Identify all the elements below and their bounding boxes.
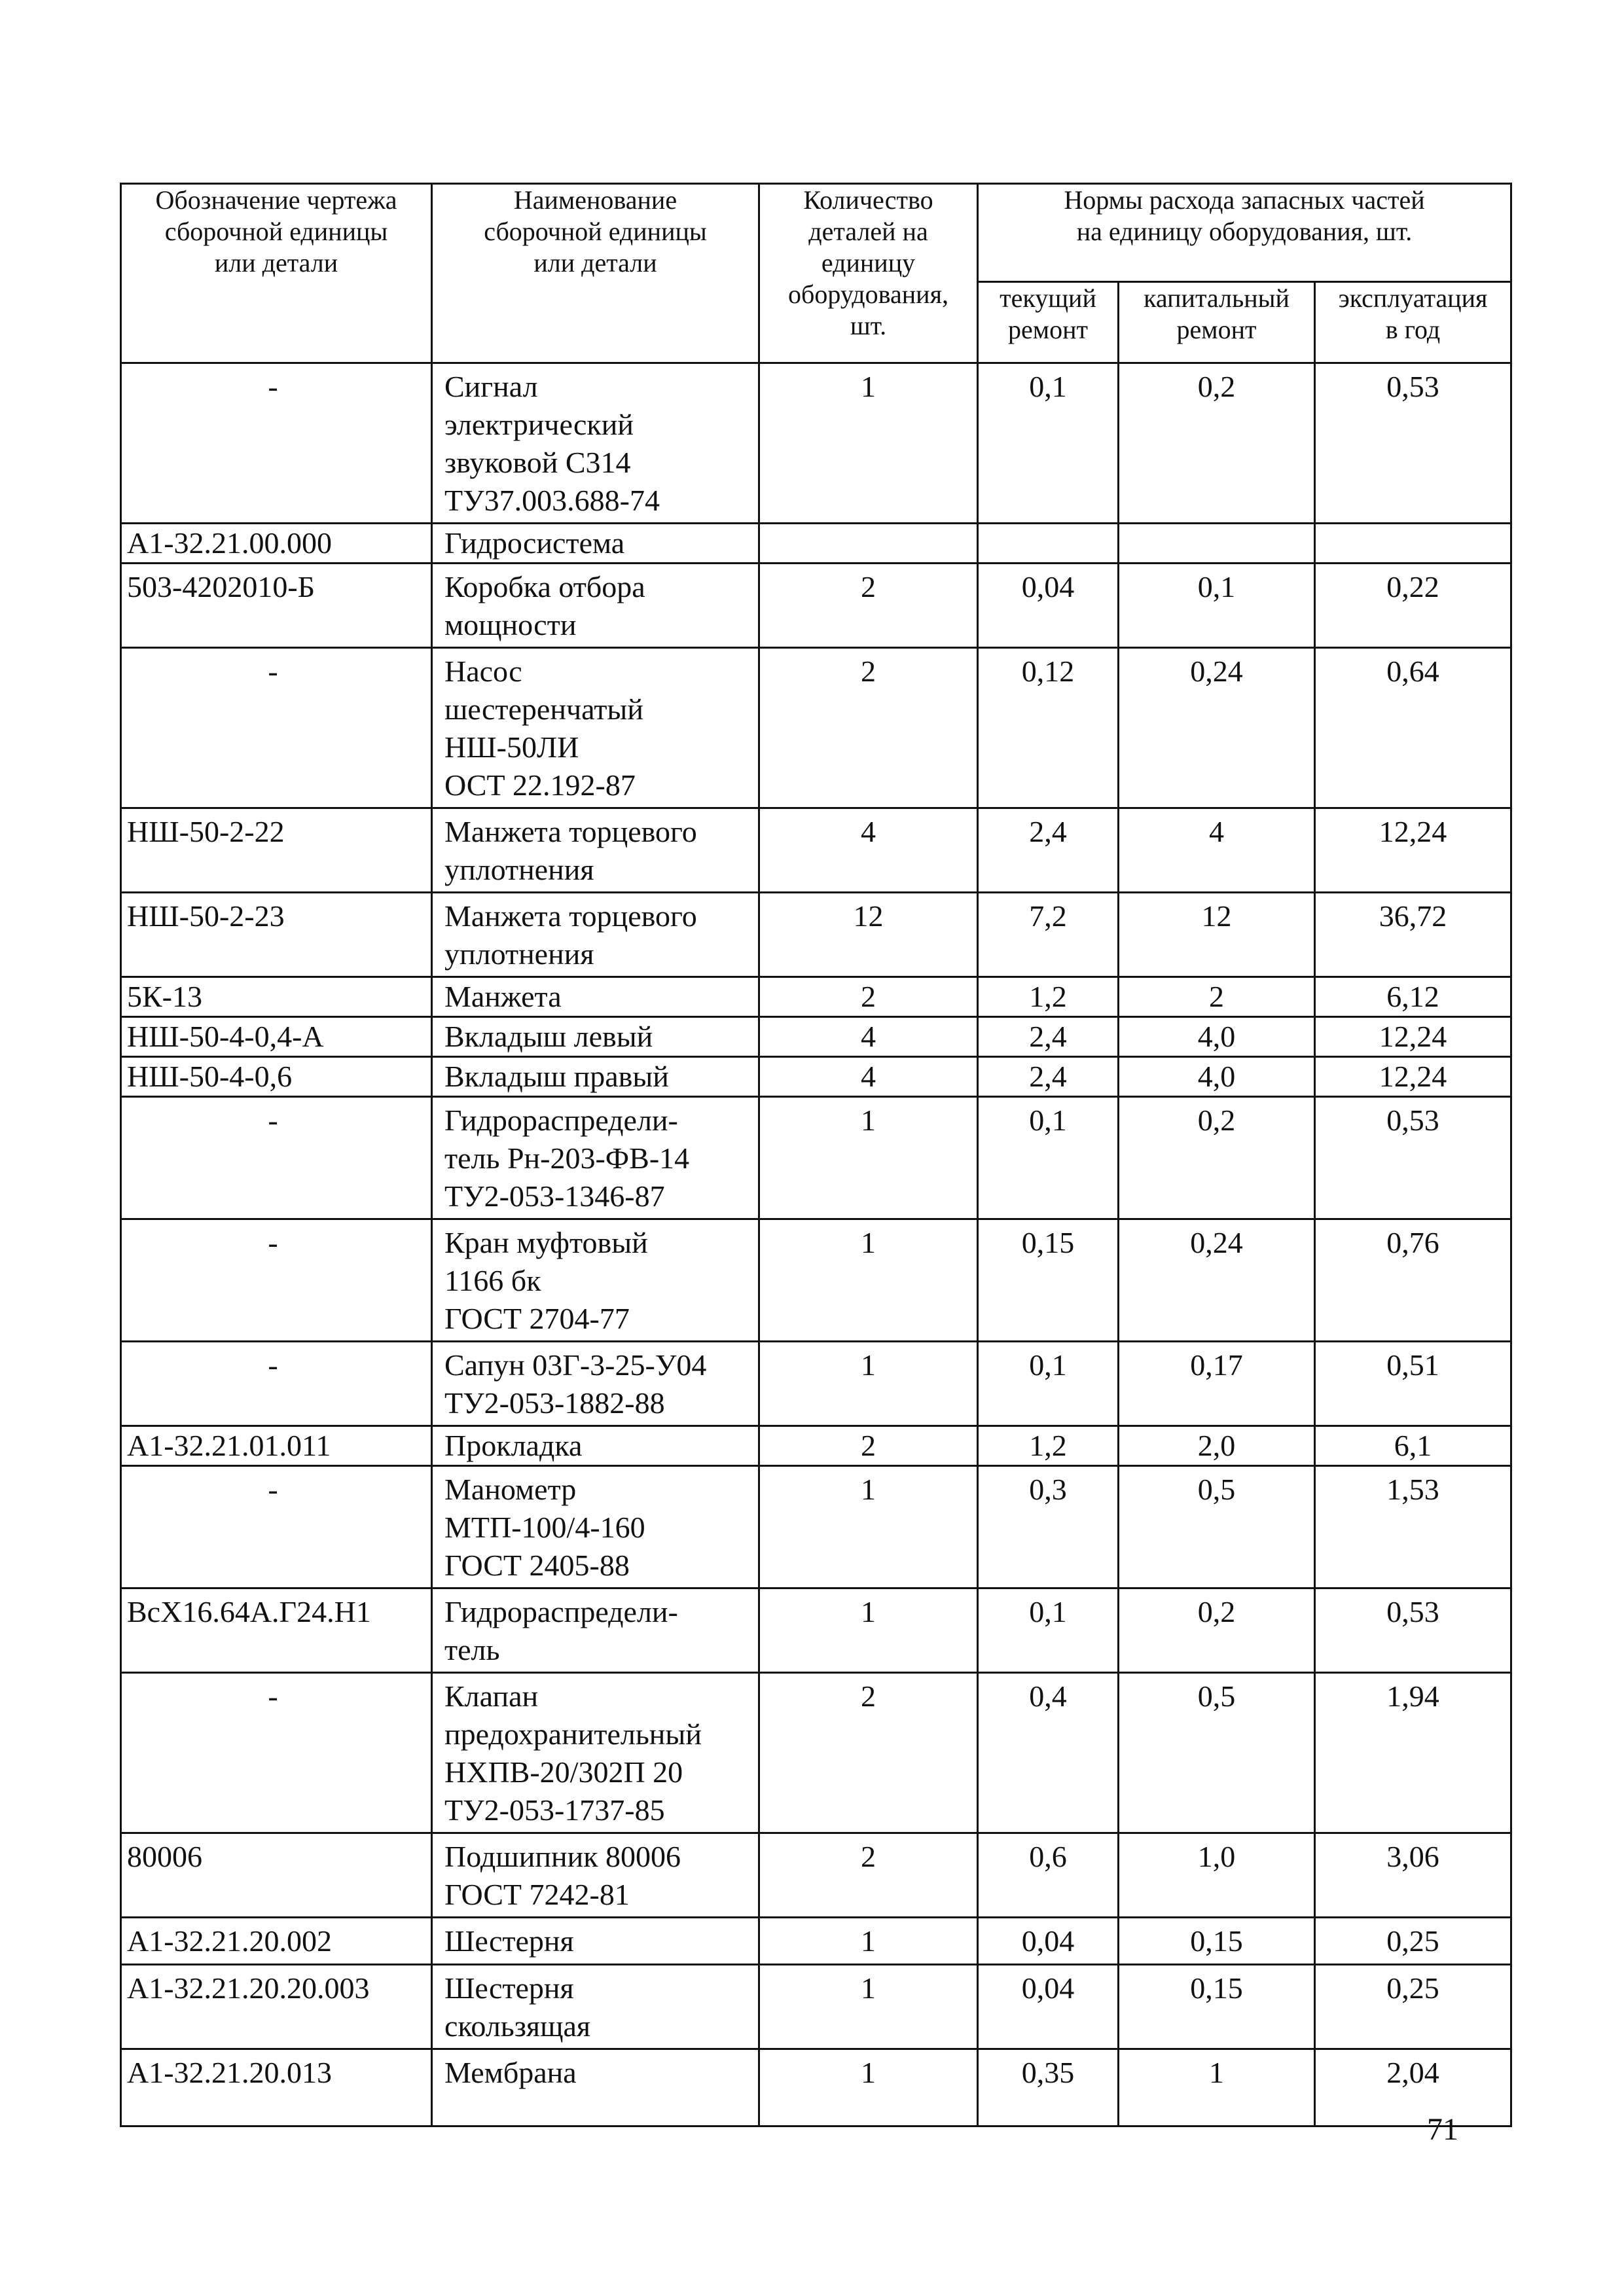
cell-code: - [121,1097,432,1219]
cell-qty: 1 [759,1466,978,1588]
cell-operation: 0,25 [1315,1918,1511,1965]
cell-operation: 0,64 [1315,648,1511,808]
cell-name: Гидросистема [432,524,759,564]
table-row [121,893,1511,977]
cell-current: 0,04 [978,1965,1119,2049]
table-row [121,1833,1511,1918]
cell-code: - [121,1466,432,1588]
cell-operation: 0,53 [1315,363,1511,524]
header-consumption-norms: Нормы расхода запасных частей на единицу оборудования, шт. [978,184,1511,282]
cell-name: Гидрораспредели- тель Рн-203-ФВ-14 ТУ2-053-1346-87 [432,1097,759,1219]
table-row [121,1219,1511,1342]
cell-name: Вкладыш левый [432,1017,759,1057]
cell-capital: 2,0 [1119,1426,1315,1466]
header-current-repair: текущий ремонт [978,282,1119,363]
cell-operation: 0,53 [1315,1588,1511,1673]
cell-operation: 0,53 [1315,1097,1511,1219]
table-row [121,977,1511,1017]
cell-capital: 0,5 [1119,1673,1315,1833]
cell-operation: 0,25 [1315,1965,1511,2049]
cell-capital: 12 [1119,893,1315,977]
cell-qty: 1 [759,1219,978,1342]
cell-current: 2,4 [978,1017,1119,1057]
cell-current: 2,4 [978,1057,1119,1097]
cell-qty: 1 [759,1097,978,1219]
cell-current [978,524,1119,564]
table-row [121,363,1511,524]
table-row [121,1057,1511,1097]
cell-name: Кран муфтовый 1166 бк ГОСТ 2704-77 [432,1219,759,1342]
cell-qty: 1 [759,2049,978,2126]
cell-code: - [121,363,432,524]
cell-capital: 1,0 [1119,1833,1315,1918]
header-parts-quantity: Количество деталей на единицу оборудования, шт. [759,184,978,363]
header-capital-repair: капитальный ремонт [1119,282,1315,363]
cell-capital [1119,524,1315,564]
table-row [121,1588,1511,1673]
cell-qty: 1 [759,1342,978,1426]
cell-name: Коробка отбора мощности [432,564,759,648]
cell-name: Прокладка [432,1426,759,1466]
cell-operation: 12,24 [1315,1017,1511,1057]
cell-current: 0,1 [978,1097,1119,1219]
cell-capital: 0,2 [1119,1097,1315,1219]
cell-name: Манжета торцевого уплотнения [432,893,759,977]
table-row [121,1342,1511,1426]
cell-capital: 0,24 [1119,1219,1315,1342]
cell-qty: 1 [759,1918,978,1965]
cell-qty: 1 [759,363,978,524]
table-row [121,564,1511,648]
table-row [121,808,1511,893]
cell-capital: 0,2 [1119,363,1315,524]
cell-current: 2,4 [978,808,1119,893]
table-row [121,1426,1511,1466]
cell-operation: 12,24 [1315,808,1511,893]
cell-code: ВсХ16.64А.Г24.Н1 [121,1588,432,1673]
cell-capital: 2 [1119,977,1315,1017]
cell-operation: 1,53 [1315,1466,1511,1588]
cell-code: НШ-50-4-0,6 [121,1057,432,1097]
cell-code: 5К-13 [121,977,432,1017]
cell-qty: 4 [759,1017,978,1057]
cell-capital: 0,15 [1119,1965,1315,2049]
cell-capital: 4,0 [1119,1017,1315,1057]
table-row [121,1466,1511,1588]
cell-capital: 0,17 [1119,1342,1315,1426]
header-drawing-code: Обозначение чертежа сборочной единицы или детали [121,184,432,363]
cell-qty: 2 [759,648,978,808]
table-row [121,1097,1511,1219]
cell-code: А1-32.21.00.000 [121,524,432,564]
cell-operation: 6,12 [1315,977,1511,1017]
cell-capital: 0,15 [1119,1918,1315,1965]
cell-name: Манжета [432,977,759,1017]
cell-current: 0,1 [978,363,1119,524]
cell-name: Вкладыш правый [432,1057,759,1097]
cell-name: Клапан предохранительный НХПВ-20/302П 20 ТУ2-053-1737-85 [432,1673,759,1833]
table-row [121,1965,1511,2049]
cell-operation: 0,76 [1315,1219,1511,1342]
table-row [121,1673,1511,1833]
cell-current: 7,2 [978,893,1119,977]
cell-code: А1-32.21.20.20.003 [121,1965,432,2049]
table-row [121,2049,1511,2126]
cell-name: Подшипник 80006 ГОСТ 7242-81 [432,1833,759,1918]
cell-code: А1-32.21.20.002 [121,1918,432,1965]
cell-code: НШ-50-2-22 [121,808,432,893]
page-number: 71 [1427,2112,1458,2147]
cell-current: 0,15 [978,1219,1119,1342]
cell-current: 0,1 [978,1342,1119,1426]
cell-name: Сигнал электрический звуковой С314 ТУ37.003.688-74 [432,363,759,524]
cell-code: 503-4202010-Б [121,564,432,648]
cell-capital: 4,0 [1119,1057,1315,1097]
cell-qty [759,524,978,564]
cell-qty: 1 [759,1588,978,1673]
cell-qty: 4 [759,1057,978,1097]
cell-code: НШ-50-4-0,4-А [121,1017,432,1057]
cell-operation: 0,22 [1315,564,1511,648]
cell-code: НШ-50-2-23 [121,893,432,977]
cell-operation: 2,04 [1315,2049,1511,2126]
table-row [121,1918,1511,1965]
cell-current: 0,3 [978,1466,1119,1588]
cell-code: - [121,1673,432,1833]
cell-code: 80006 [121,1833,432,1918]
cell-qty: 2 [759,1673,978,1833]
cell-current: 0,04 [978,1918,1119,1965]
cell-operation: 3,06 [1315,1833,1511,1918]
cell-operation: 36,72 [1315,893,1511,977]
cell-qty: 4 [759,808,978,893]
table-row-section [121,524,1511,564]
cell-operation: 0,51 [1315,1342,1511,1426]
cell-operation: 6,1 [1315,1426,1511,1466]
cell-capital: 4 [1119,808,1315,893]
cell-code: А1-32.21.01.011 [121,1426,432,1466]
cell-current: 0,35 [978,2049,1119,2126]
table-row [121,1017,1511,1057]
cell-qty: 2 [759,1833,978,1918]
cell-qty: 2 [759,1426,978,1466]
cell-qty: 12 [759,893,978,977]
cell-name: Гидрораспредели- тель [432,1588,759,1673]
cell-code: А1-32.21.20.013 [121,2049,432,2126]
cell-qty: 2 [759,977,978,1017]
cell-name: Шестерня скользящая [432,1965,759,2049]
cell-qty: 1 [759,1965,978,2049]
table-row [121,648,1511,808]
cell-current: 1,2 [978,977,1119,1017]
header-row-top [121,184,1511,282]
cell-qty: 2 [759,564,978,648]
cell-operation [1315,524,1511,564]
cell-name: Насос шестеренчатый НШ-50ЛИ ОСТ 22.192-87 [432,648,759,808]
cell-code: - [121,1219,432,1342]
cell-name: Манжета торцевого уплотнения [432,808,759,893]
cell-current: 0,04 [978,564,1119,648]
cell-capital: 1 [1119,2049,1315,2126]
cell-name: Сапун 03Г-3-25-У04 ТУ2-053-1882-88 [432,1342,759,1426]
cell-capital: 0,24 [1119,648,1315,808]
cell-current: 0,4 [978,1673,1119,1833]
header-operation-per-year: эксплуатация в год [1315,282,1511,363]
cell-capital: 0,2 [1119,1588,1315,1673]
cell-current: 0,6 [978,1833,1119,1918]
cell-operation: 1,94 [1315,1673,1511,1833]
cell-current: 0,1 [978,1588,1119,1673]
cell-capital: 0,5 [1119,1466,1315,1588]
cell-code: - [121,648,432,808]
header-assembly-name: Наименование сборочной единицы или детали [432,184,759,363]
cell-operation: 12,24 [1315,1057,1511,1097]
cell-code: - [121,1342,432,1426]
spare-parts-norms-table [120,183,1512,2127]
cell-current: 1,2 [978,1426,1119,1466]
cell-capital: 0,1 [1119,564,1315,648]
cell-name: Манометр МТП-100/4-160 ГОСТ 2405-88 [432,1466,759,1588]
cell-current: 0,12 [978,648,1119,808]
cell-name: Шестерня [432,1918,759,1965]
cell-name: Мембрана [432,2049,759,2126]
